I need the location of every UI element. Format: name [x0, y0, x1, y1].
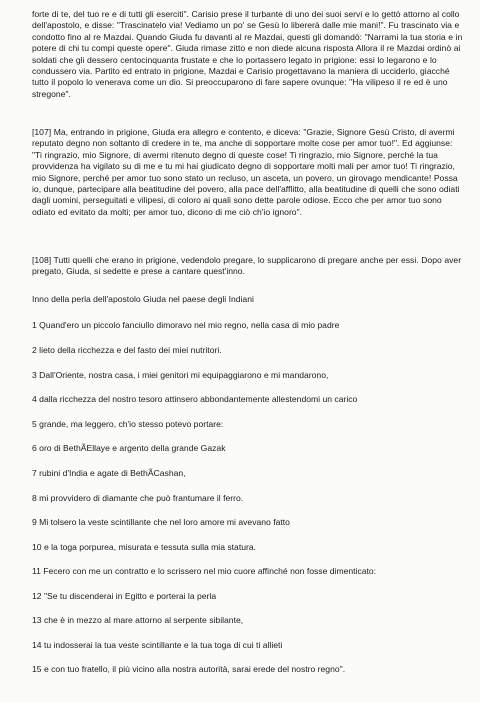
hymn-verse-13: 13 che è in mezzo al mare attorno al serpente sibilante, — [32, 615, 244, 625]
hymn-verse-7: 7 rubini d'India e agate di BethÃCashan, — [32, 468, 186, 478]
hymn-verse-6: 6 oro di BethÃEllaye e argento della grande Gazak — [32, 443, 226, 453]
hymn-verse-5: 5 grande, ma leggero, ch'io stesso potevo portare: — [32, 419, 224, 429]
hymn-verse-14: 14 tu indosserai la tua veste scintillante e la tua toga di cui ti allieti — [32, 640, 283, 650]
hymn-verse-8: 8 mi provvidero di diamante che può frantumare il ferro. — [32, 493, 244, 503]
hymn-verse-11: 11 Fecero con me un contratto e lo scrissero nel mio cuore affinché non fosse dimenticato: — [32, 566, 377, 576]
hymn-verse-9: 9 Mi tolsero la veste scintillante che nel loro amore mi avevano fatto — [32, 517, 290, 527]
paragraph-107: [107] Ma, entrando in prigione, Giuda era allegro e contento, e diceva: "Grazie, Signore Gesù Cristo, di avermi reputato degno non soltanto di credere in te, ma anche di sopportare molte cose per amor tuo!". Ed aggiunse: "Ti ringrazio, mio Signore, di avermi ritenuto degno di queste cose! Ti ringrazio, mio Signore, perché la tua provvidenza ha vigilato su di me e tu mi hai giudicato degno di sopportare molti mali per amor tuo! Ti ringrazio, mio Signore, perché per amor tuo sono stato un recluso, un asceta, un povero, un girovago mendicante! Possa io, dunque, partecipare alla beatitudine del povero, alla pace dell'afflitto, alla beatitudine di quelli che sono odiati dagli uomini, perseguitati e vilipesi, di coloro ai quali sono dette parole odiose. Ecco che per amor tuo sono odiato ed evitato da molti; per amor tuo, dicono di me ciò ch'io ignoro". — [32, 127, 460, 217]
hymn-title: Inno della perla dell'apostolo Giuda nel paese degli Indiani — [32, 294, 254, 304]
hymn-verse-3: 3 Dall'Oriente, nostra casa, i miei genitori mi equipaggiarono e mi mandarono, — [32, 370, 329, 380]
hymn-verse-10: 10 e la toga porpurea, misurata e tessuta sulla mia statura. — [32, 542, 257, 552]
hymn-verse-1: 1 Quand'ero un piccolo fanciullo dimoravo nel mio regno, nella casa di mio padre — [32, 320, 340, 330]
paragraph-108: [108] Tutti quelli che erano in prigione, vedendolo pregare, lo supplicarono di pregare anche per essi. Dopo aver pregato, Giuda, si sedette e prese a cantare quest'inno. — [32, 255, 462, 277]
hymn-verse-15: 15 e con tuo fratello, il più vicino alla nostra autorità, sarai erede del nostro regno". — [32, 664, 346, 674]
paragraph-arrest: forte di te, del tuo re e di tutti gli eserciti". Carisio prese il turbante di uno dei suoi servi e lo gettò attorno al collo dell'apostolo, e disse: "Trascinatelo via! Vediamo un po' se Gesù lo libererà dalle mie mani!". Fu trascinato via e condotto fino al re Mazdai. Quando Giuda fu davanti al re Mazdai, questi gli domandò: "Narrami la tua storia e in potere di chi tu compi queste opere". Giuda rimase zitto e non diede alcuna risposta Allora il re Mazdai ordinò ai soldati che gli dessero centocinquanta frustate e che lo portassero legato in prigione: essi lo legarono e lo condussero via. Partito ed entrato in prigione, Mazdai e Carisio progettavano la maniera di ucciderlo, giacché tutto il popolo lo venerava come un dio. Si preoccuparono di fare sapere ovunque: "Ha vilipeso il re ed è uno stregone". — [32, 9, 463, 99]
hymn-verse-2: 2 lieto della ricchezza e del fasto dei miei nutritori. — [32, 345, 222, 355]
hymn-verse-12: 12 "Se tu discenderai in Egitto e porterai la perla — [32, 591, 217, 601]
hymn-verse-4: 4 dalla ricchezza del nostro tesoro attinsero abbondantemente allestendomi un carico — [32, 394, 358, 404]
